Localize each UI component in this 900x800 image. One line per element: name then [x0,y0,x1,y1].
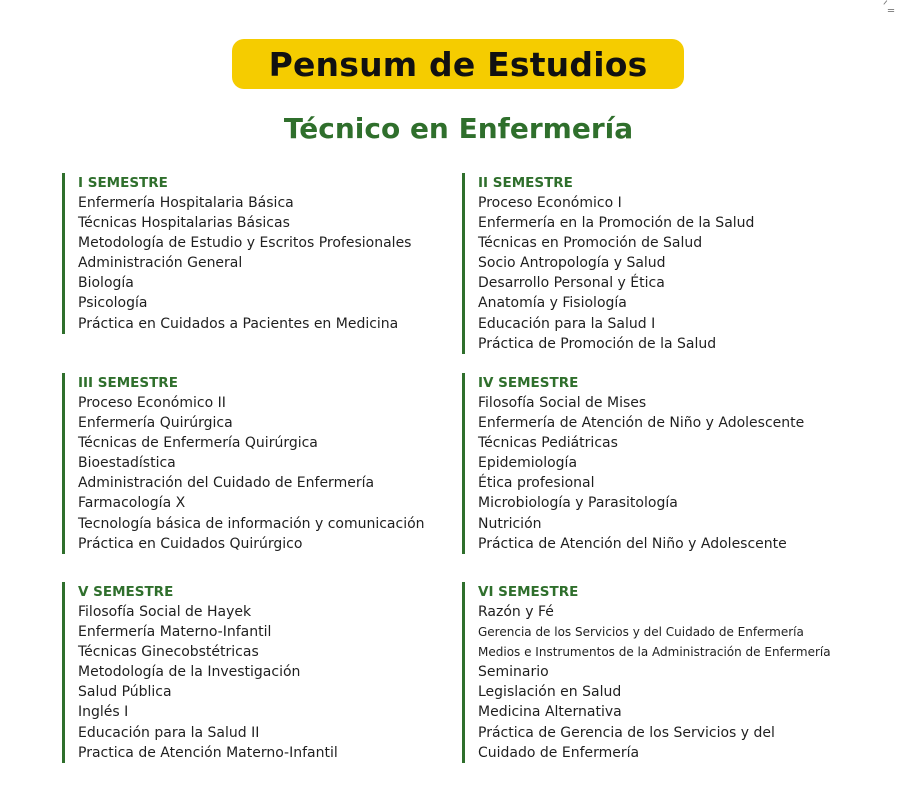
course-item: Gerencia de los Servicios y del Cuidado de Enfermería [478,625,804,640]
course-item: Práctica en Cuidados a Pacientes en Medicina [78,315,399,332]
semester-title: V SEMESTRE [78,584,174,600]
course-item: Enfermería Materno-Infantil [78,624,272,641]
course-item: Práctica de Promoción de la Salud [478,335,717,352]
course-item: Educación para la Salud I [478,315,656,332]
course-item: Metodología de Estudio y Escritos Profesionales [78,235,412,252]
course-item: Psicología [78,295,148,312]
semester-block-1 [62,173,411,334]
semester-title: IV SEMESTRE [478,375,579,391]
course-item: Enfermería Quirúrgica [78,415,233,432]
course-item: Administración del Cuidado de Enfermería [78,475,375,492]
course-item: Proceso Económico II [78,395,226,411]
course-item: Farmacología X [78,495,186,512]
course-item: Técnicas de Enfermería Quirúrgica [78,435,318,452]
course-item: Nutrición [478,515,542,532]
semester-block-6 [462,582,831,763]
semester-block-5 [62,582,338,763]
course-item: Seminario [478,664,549,681]
course-item: Medios e Instrumentos de la Administración de Enfermería [478,645,831,660]
semester-block-2 [462,173,754,354]
course-item: Cuidado de Enfermería [478,744,640,761]
course-item: Administración General [78,255,243,272]
program-subtitle: Técnico en Enfermería [283,112,634,145]
title-banner [232,39,684,89]
course-item: Técnicas Ginecobstétricas [78,644,259,661]
course-item: Practica de Atención Materno-Infantil [78,744,338,761]
course-item: Legislación en Salud [478,684,622,701]
course-item: Técnicas Pediátricas [478,435,618,452]
course-item: Técnicas Hospitalarias Básicas [78,215,290,232]
course-item: Bioestadística [78,455,176,472]
course-item: Razón y Fé [478,604,554,620]
course-item: Enfermería de Atención de Niño y Adolescente [478,415,805,432]
course-item: Socio Antropología y Salud [478,255,666,272]
course-item: Filosofía Social de Hayek [78,604,252,620]
course-item: Medicina Alternativa [478,704,622,721]
course-item: Proceso Económico I [478,195,622,211]
course-item: Ética profesional [478,475,595,492]
semester-block-3 [62,373,425,554]
page-title: Pensum de Estudios [268,44,648,84]
semester-block-4 [462,373,804,554]
course-item: Microbiología y Parasitología [478,495,678,512]
course-item: Biología [78,275,134,292]
semester-title: III SEMESTRE [78,375,178,391]
semester-title: I SEMESTRE [78,175,168,191]
course-item: Enfermería en la Promoción de la Salud [478,215,755,232]
semester-title: II SEMESTRE [478,175,573,191]
course-item: Enfermería Hospitalaria Básica [78,195,294,211]
semester-title: VI SEMESTRE [478,584,579,600]
course-item: Práctica en Cuidados Quirúrgico [78,535,303,552]
course-item: Práctica de Gerencia de los Servicios y del [478,724,775,741]
course-item: Epidemiología [478,455,578,472]
course-item: Práctica de Atención del Niño y Adolescente [478,535,787,552]
course-item: Filosofía Social de Mises [478,395,647,411]
course-item: Inglés I [78,704,129,721]
course-item: Anatomía y Fisiología [478,295,627,312]
course-item: Metodología de la Investigación [78,664,301,681]
course-item: Tecnología básica de información y comunicación [78,515,425,532]
corner-mark-glyph: ᐟ‗ [882,0,894,12]
course-item: Educación para la Salud II [78,724,260,741]
course-item: Técnicas en Promoción de Salud [478,235,703,252]
course-item: Salud Pública [78,684,172,701]
course-item: Desarrollo Personal y Ética [478,275,665,292]
